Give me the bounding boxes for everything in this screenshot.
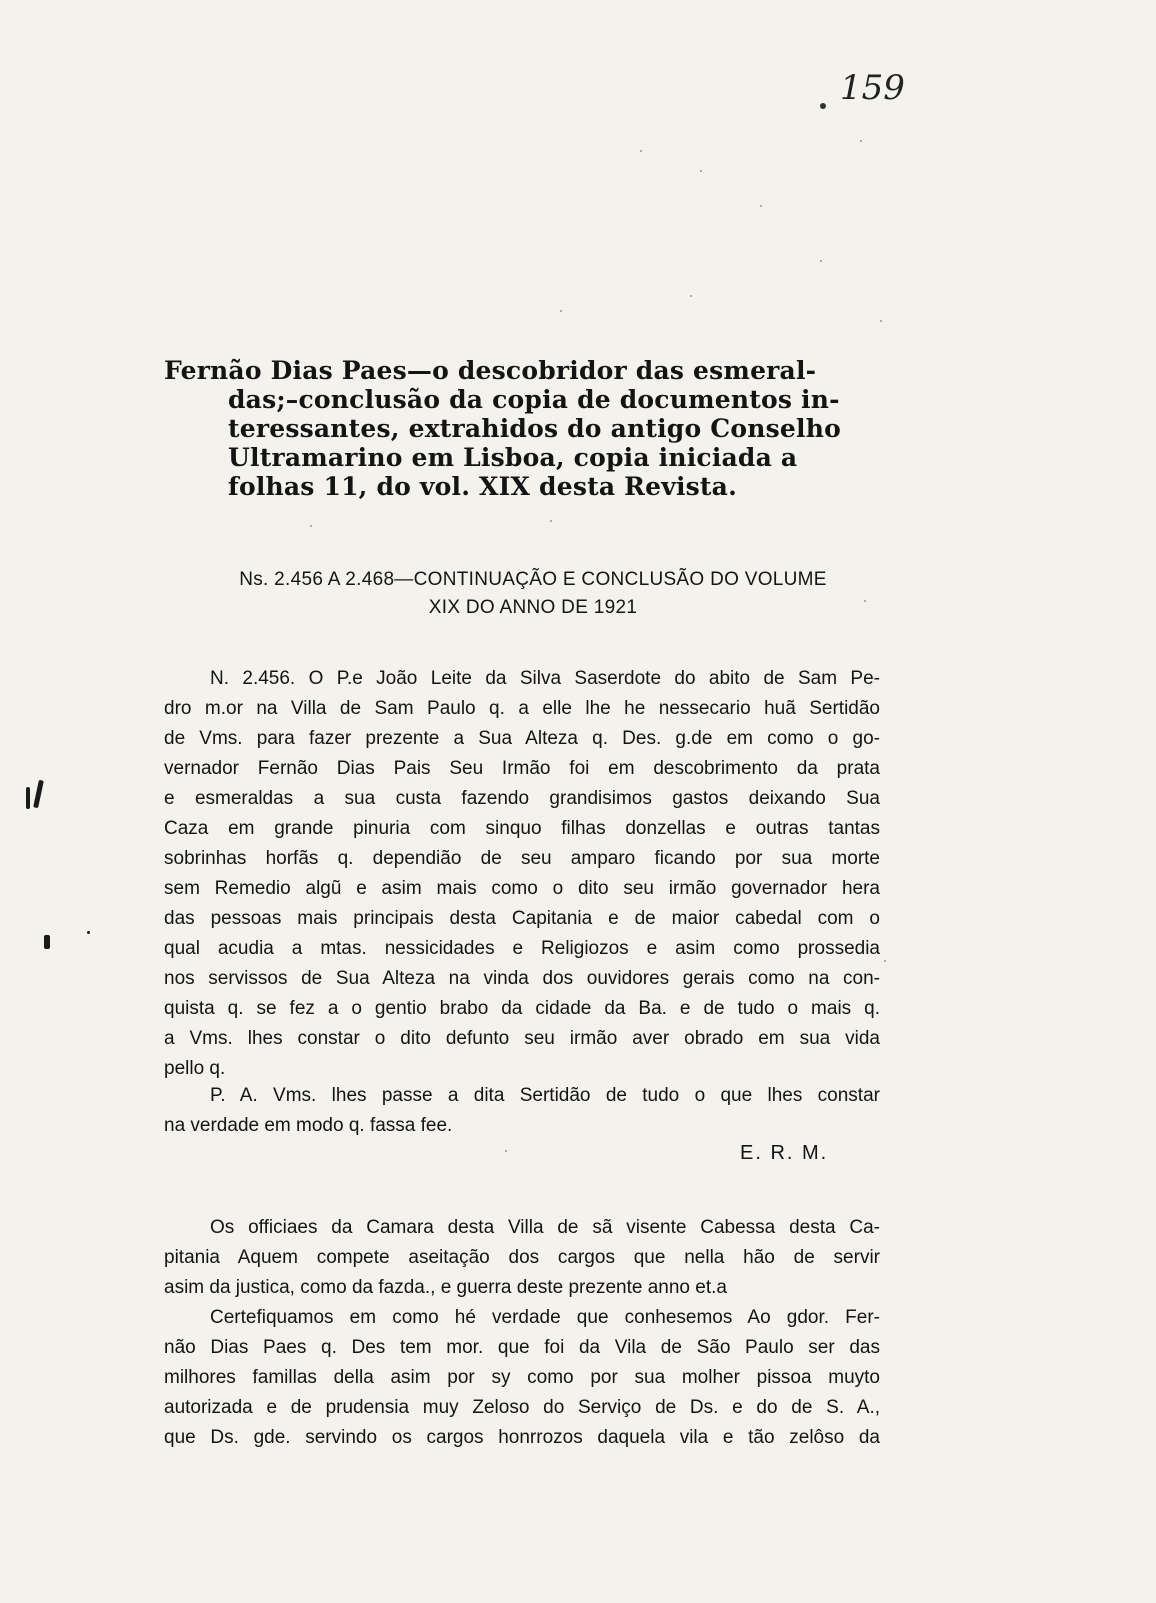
text-line: na verdade em modo q. fassa fee. — [164, 1115, 453, 1136]
text-line: pitania Aquem compete aseitação dos cargos que nella hão de servir — [164, 1247, 880, 1268]
scan-speck — [820, 260, 822, 262]
margin-mark — [33, 780, 44, 808]
scan-speck — [864, 600, 866, 602]
scan-speck — [760, 205, 762, 207]
text-line: de Vms. para fazer prezente a Sua Alteza q. Des. g.de em como o go- — [164, 728, 880, 749]
subheading-line: XIX DO ANNO DE 1921 — [428, 597, 638, 618]
text-line: autorizada e de prudensia muy Zeloso do Serviço de Ds. e do de S. A., — [164, 1397, 880, 1418]
text-line: dro m.or na Villa de Sam Paulo q. a elle lhe he nessecario huã Sertidão — [164, 698, 880, 719]
text-line: e esmeraldas a sua custa fazendo grandisimos gastos deixando Sua — [164, 788, 880, 809]
title-line: Fernão Dias Paes—o descobridor das esmeral- — [164, 356, 817, 385]
scan-speck — [550, 520, 552, 522]
certificate-paragraph — [164, 1303, 880, 1453]
article-title — [164, 356, 904, 501]
petition-paragraph — [164, 664, 880, 1084]
scan-speck — [690, 295, 692, 297]
text-line: a Vms. lhes constar o dito defunto seu irmão aver obrado em sua vida — [164, 1028, 880, 1049]
ink-dot — [820, 103, 826, 109]
text-line: Caza em grande pinuria com sinquo filhas donzellas e outras tantas — [164, 818, 880, 839]
text-line: que Ds. gde. servindo os cargos honrrozos daquela vila e tão zelôso da — [164, 1427, 880, 1448]
scan-speck — [884, 960, 886, 962]
scan-speck — [880, 320, 882, 322]
margin-mark — [87, 931, 90, 934]
document-range-heading — [208, 566, 858, 622]
text-line: milhores famillas della asim por sy como por sua molher pissoa muyto — [164, 1367, 880, 1388]
title-line: teressantes, extrahidos do antigo Conselho — [228, 414, 841, 443]
title-line: Ultramarino em Lisboa, copia iniciada a — [228, 443, 798, 472]
text-line: não Dias Paes q. Des tem mor. que foi da Vila de São Paulo ser das — [164, 1337, 880, 1358]
text-line: Certefiquamos em como hé verdade que conhesemos Ao gdor. Fer- — [210, 1307, 880, 1328]
text-line: asim da justica, como da fazda., e guerra deste prezente anno et.a — [164, 1277, 727, 1298]
text-line: qual acudia a mtas. nessicidades e Religiozos e asim como prossedia — [164, 938, 880, 959]
text-line: sem Remedio algũ e asim mais como o dito seu irmão governador hera — [164, 878, 880, 899]
subheading-line: Ns. 2.456 A 2.468—CONTINUAÇÃO E CONCLUSÃO DO VOLUME — [239, 569, 827, 590]
text-line: das pessoas mais principais desta Capitania e de maior cabedal com o — [164, 908, 880, 929]
text-line: pello q. — [164, 1058, 226, 1079]
scan-speck — [505, 1150, 507, 1152]
margin-mark — [44, 935, 50, 949]
text-line: quista q. se fez a o gentio brabo da cidade da Ba. e de tudo o mais q. — [164, 998, 880, 1019]
margin-mark — [26, 787, 30, 809]
scan-speck — [560, 310, 562, 312]
title-line: folhas 11, do vol. XIX desta Revista. — [228, 472, 737, 501]
officials-paragraph — [164, 1213, 880, 1303]
text-line: vernador Fernão Dias Pais Seu Irmão foi em descobrimento da prata — [164, 758, 880, 779]
scan-speck — [700, 170, 702, 172]
scan-speck — [310, 525, 312, 527]
text-line: N. 2.456. O P.e João Leite da Silva Saserdote do abito de Sam Pe- — [210, 668, 880, 689]
text-line: Os officiaes da Camara desta Villa de sã visente Cabessa desta Ca- — [210, 1217, 880, 1238]
scan-speck — [860, 140, 862, 142]
signoff: E. R. M. — [740, 1142, 829, 1164]
text-line: P. A. Vms. lhes passe a dita Sertidão de tudo o que lhes constar — [210, 1085, 880, 1106]
title-line: das;–conclusão da copia de documentos in- — [228, 385, 840, 414]
text-line: nos servissos de Sua Alteza na vinda dos ouvidores gerais como na con- — [164, 968, 880, 989]
request-paragraph — [164, 1081, 880, 1141]
page-number: 159 — [840, 68, 905, 108]
scan-speck — [640, 150, 642, 152]
text-line: sobrinhas horfãs q. dependião de seu amparo ficando por sua morte — [164, 848, 880, 869]
